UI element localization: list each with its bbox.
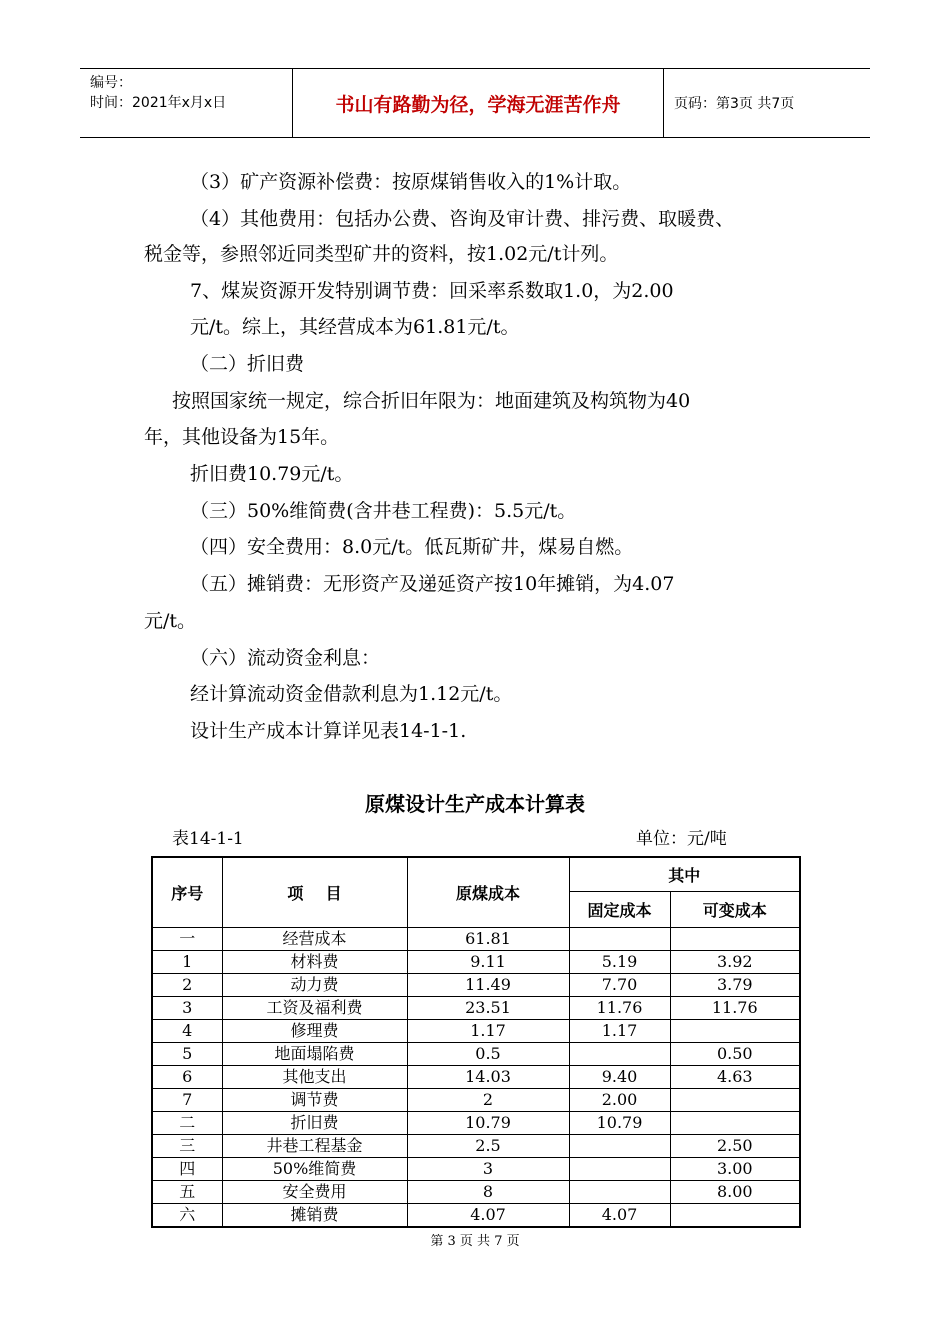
paragraph-line: （四）安全费用：8.0元/t。低瓦斯矿井，煤易自燃。: [190, 536, 634, 558]
paragraph-line: 按照国家统一规定，综合折旧年限为：地面建筑及构筑物为40: [172, 390, 691, 412]
header-seq: 序号: [152, 857, 222, 927]
table-unit: 单位：元/吨: [636, 829, 727, 849]
cell-seq: 四: [152, 1157, 222, 1180]
cell-variable-cost: 0.50: [670, 1042, 800, 1065]
paragraph-line: （3）矿产资源补偿费：按原煤销售收入的1%计取。: [190, 171, 632, 193]
cell-variable-cost: 2.50: [670, 1134, 800, 1157]
cell-item: 动力费: [222, 973, 407, 996]
cell-item: 经营成本: [222, 927, 407, 950]
cell-raw-cost: 9.11: [407, 950, 569, 973]
cell-raw-cost: 3: [407, 1157, 569, 1180]
paragraph-line: 元/t。综上，其经营成本为61.81元/t。: [190, 316, 520, 338]
cell-item: 其他支出: [222, 1065, 407, 1088]
table-row: [152, 1157, 800, 1180]
cell-item: 修理费: [222, 1019, 407, 1042]
table-row: [152, 1088, 800, 1111]
header-fixed-cost: 固定成本: [569, 891, 670, 927]
cell-fixed-cost: 2.00: [569, 1088, 670, 1111]
cell-raw-cost: 23.51: [407, 996, 569, 1019]
table-row: [152, 1065, 800, 1088]
cell-item: 井巷工程基金: [222, 1134, 407, 1157]
table-row: [152, 1042, 800, 1065]
cell-item: 材料费: [222, 950, 407, 973]
cell-variable-cost: [670, 1088, 800, 1111]
table-row: [152, 927, 800, 950]
paragraph-line: 年，其他设备为15年。: [144, 426, 340, 448]
cell-seq: 3: [152, 996, 222, 1019]
header-meta: [80, 69, 293, 137]
cell-variable-cost: 3.79: [670, 973, 800, 996]
cell-raw-cost: 4.07: [407, 1203, 569, 1227]
page-header: [80, 68, 870, 138]
cell-variable-cost: 8.00: [670, 1180, 800, 1203]
cell-item: 调节费: [222, 1088, 407, 1111]
cell-item: 地面塌陷费: [222, 1042, 407, 1065]
paragraph-line: 元/t。: [144, 610, 197, 632]
cell-seq: 一: [152, 927, 222, 950]
cell-raw-cost: 2: [407, 1088, 569, 1111]
cell-raw-cost: 11.49: [407, 973, 569, 996]
table-row: [152, 996, 800, 1019]
cell-variable-cost: 3.00: [670, 1157, 800, 1180]
cell-seq: 二: [152, 1111, 222, 1134]
cell-variable-cost: 3.92: [670, 950, 800, 973]
cell-seq: 五: [152, 1180, 222, 1203]
time-label: 时间：2021年x月x日: [90, 95, 227, 111]
paragraph-line: （六）流动资金利息：: [190, 647, 381, 669]
paragraph-line: 经计算流动资金借款利息为1.12元/t。: [190, 683, 513, 705]
cell-item: 折旧费: [222, 1111, 407, 1134]
number-label: 编号：: [90, 75, 132, 91]
cell-raw-cost: 2.5: [407, 1134, 569, 1157]
header-breakdown: 其中: [569, 857, 800, 891]
paragraph-line: 设计生产成本计算详见表14-1-1.: [190, 720, 467, 742]
table-row: [152, 1203, 800, 1227]
cell-fixed-cost: 11.76: [569, 996, 670, 1019]
cell-variable-cost: [670, 1111, 800, 1134]
cell-seq: 三: [152, 1134, 222, 1157]
cell-seq: 4: [152, 1019, 222, 1042]
cell-variable-cost: 11.76: [670, 996, 800, 1019]
table-row: [152, 1111, 800, 1134]
cell-variable-cost: [670, 1203, 800, 1227]
header-motto: 书山有路勤为径，学海无涯苦作舟: [293, 69, 664, 137]
cell-raw-cost: 0.5: [407, 1042, 569, 1065]
cell-variable-cost: 4.63: [670, 1065, 800, 1088]
cell-seq: 六: [152, 1203, 222, 1227]
cell-fixed-cost: 5.19: [569, 950, 670, 973]
cell-seq: 1: [152, 950, 222, 973]
cell-raw-cost: 8: [407, 1180, 569, 1203]
cell-item: 50%维简费: [222, 1157, 407, 1180]
cell-item: 摊销费: [222, 1203, 407, 1227]
cell-seq: 7: [152, 1088, 222, 1111]
cell-fixed-cost: [569, 1134, 670, 1157]
table-row: [152, 1134, 800, 1157]
cell-fixed-cost: [569, 1180, 670, 1203]
cell-seq: 2: [152, 973, 222, 996]
cell-item: 工资及福利费: [222, 996, 407, 1019]
paragraph-line: 税金等，参照邻近同类型矿井的资料，按1.02元/t计列。: [144, 243, 619, 265]
header-raw-cost: 原煤成本: [407, 857, 569, 927]
cell-fixed-cost: 9.40: [569, 1065, 670, 1088]
cell-fixed-cost: [569, 1042, 670, 1065]
header-item: 项 目: [222, 857, 407, 927]
cell-raw-cost: 14.03: [407, 1065, 569, 1088]
paragraph-line: 7、煤炭资源开发特别调节费：回采率系数取1.0，为2.00: [190, 280, 674, 302]
cell-fixed-cost: 10.79: [569, 1111, 670, 1134]
cell-fixed-cost: 4.07: [569, 1203, 670, 1227]
cell-variable-cost: [670, 927, 800, 950]
table-number: 表14-1-1: [172, 829, 244, 849]
page-footer: 第 3 页 共 7 页: [430, 1234, 520, 1249]
cell-fixed-cost: 7.70: [569, 973, 670, 996]
cost-table: [151, 856, 801, 1228]
cost-table-body: [152, 927, 800, 1227]
cell-raw-cost: 10.79: [407, 1111, 569, 1134]
cell-raw-cost: 61.81: [407, 927, 569, 950]
cell-raw-cost: 1.17: [407, 1019, 569, 1042]
paragraph-line: （五）摊销费：无形资产及递延资产按10年摊销，为4.07: [190, 573, 675, 595]
table-row: [152, 950, 800, 973]
cell-variable-cost: [670, 1019, 800, 1042]
header-page-label: 页码：第3页 共7页: [674, 96, 795, 112]
cell-seq: 6: [152, 1065, 222, 1088]
cell-fixed-cost: [569, 1157, 670, 1180]
paragraph-line: （三）50%维简费(含井巷工程费)：5.5元/t。: [190, 500, 577, 522]
paragraph-line: （4）其他费用：包括办公费、咨询及审计费、排污费、取暖费、: [190, 208, 735, 230]
table-row: [152, 1019, 800, 1042]
header-variable-cost: 可变成本: [670, 891, 800, 927]
paragraph-line: 折旧费10.79元/t。: [190, 463, 354, 485]
cell-seq: 5: [152, 1042, 222, 1065]
table-row: [152, 1180, 800, 1203]
paragraph-line: （二）折旧费: [190, 353, 305, 375]
cell-item: 安全费用: [222, 1180, 407, 1203]
cell-fixed-cost: 1.17: [569, 1019, 670, 1042]
table-row: [152, 973, 800, 996]
table-title: 原煤设计生产成本计算表: [365, 792, 585, 816]
cell-fixed-cost: [569, 927, 670, 950]
